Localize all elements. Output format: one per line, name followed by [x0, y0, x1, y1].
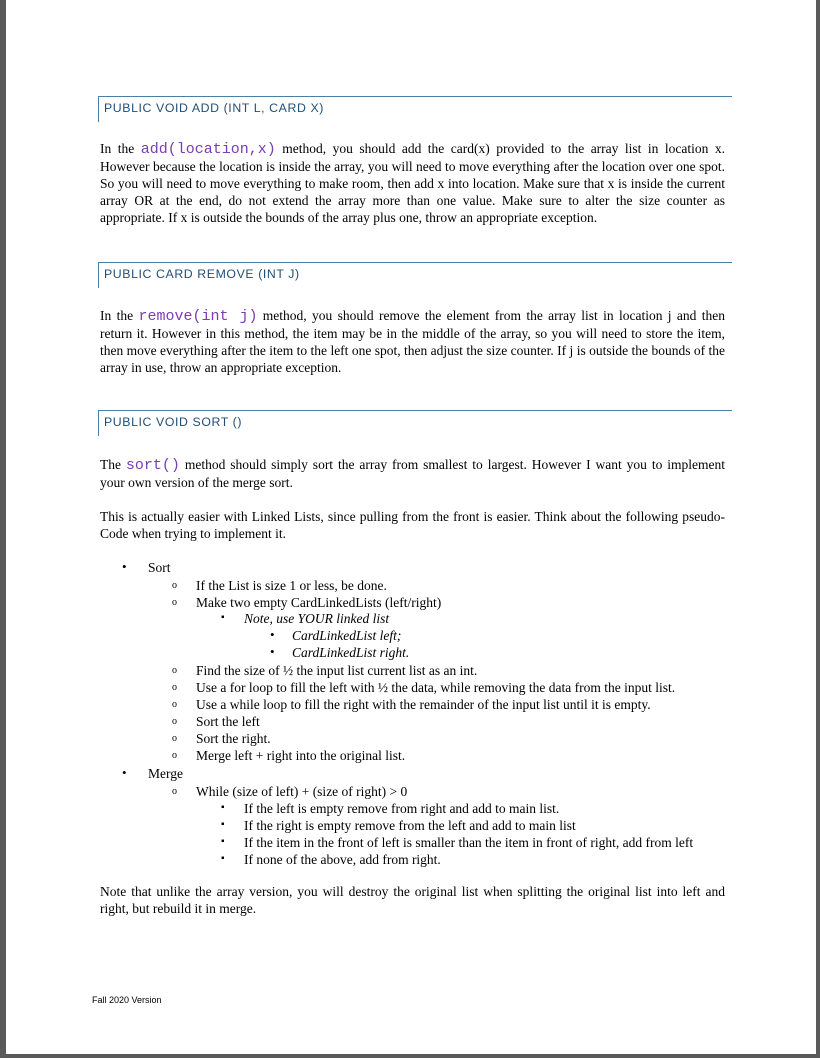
bullet-circle: o: [172, 682, 177, 693]
remove-code: remove(int j): [138, 308, 258, 325]
sort-step: Merge left + right into the original list.: [196, 748, 406, 763]
heading-text: PUBLIC VOID ADD (INT L, CARD X): [104, 101, 324, 115]
bullet-square: ▪: [221, 853, 225, 864]
bullet-circle: o: [172, 750, 177, 761]
add-code: add(location,x): [140, 141, 276, 158]
merge-step: If the left is empty remove from right and add to main list.: [244, 801, 560, 816]
merge-while: While (size of left) + (size of right) > 0: [196, 784, 408, 799]
section-heading-add: [98, 96, 732, 122]
bullet-circle: o: [172, 580, 177, 591]
bullet-circle: o: [172, 786, 177, 797]
document-page: [6, 0, 816, 1054]
outline-sort: Sort: [148, 560, 171, 575]
note-item: CardLinkedList right.: [292, 645, 410, 660]
heading-text: PUBLIC VOID SORT (): [104, 415, 243, 429]
sort-step: Use a while loop to fill the right with the remainder of the input list until it is empty.: [196, 697, 651, 712]
note-item: CardLinkedList left;: [292, 628, 402, 643]
bullet-circle: o: [172, 733, 177, 744]
bullet-disc: •: [122, 765, 127, 780]
sort-step: Find the size of ½ the input list current list as an int.: [196, 663, 478, 678]
bullet-circle: o: [172, 716, 177, 727]
add-paragraph: In the add(location,x) method, you should add the card(x) provided to the array list in location x. However because the location is inside the array, you will need to move everything after the location over one spot. So you will need to move everything to make room, then add x into location. Make sure that x is inside the current array OR at the end, do not extend the array more than one value. Make sure to alter the size counter as appropriate. If x is outside the bounds of the array plus one, throw an appropriate exception.: [100, 141, 725, 225]
merge-step: If none of the above, add from right.: [244, 852, 441, 867]
remove-paragraph: In the remove(int j) method, you should remove the element from the array list in location j and then return it. However in this method, the item may be in the middle of the array, so you will need to store the item, then move everything after the item to the left one spot, then adjust the size counter. If j is outside the bounds of the array in use, throw an appropriate exception.: [100, 308, 725, 375]
note-line: Note, use YOUR linked list: [244, 611, 390, 626]
sort-paragraph-2: This is actually easier with Linked Lists, since pulling from the front is easier. Think about the following pseudo-Code when trying to implement it.: [100, 509, 725, 541]
sort-code: sort(): [125, 457, 180, 474]
sort-step: Use a for loop to fill the left with ½ the data, while removing the data from the input list.: [196, 680, 676, 695]
bullet-disc: •: [122, 559, 127, 574]
sort-step: Make two empty CardLinkedLists (left/right): [196, 595, 442, 610]
bullet-disc: •: [270, 644, 275, 659]
merge-step: If the right is empty remove from the left and add to main list: [244, 818, 576, 833]
sort-step: Sort the left: [196, 714, 260, 729]
section-heading-remove: [98, 262, 732, 288]
outline-merge: Merge: [148, 766, 183, 781]
sort-paragraph: The sort() method should simply sort the array from smallest to largest. However I want you to implement your own version of the merge sort.: [100, 457, 725, 490]
heading-text: PUBLIC CARD REMOVE (INT J): [104, 267, 300, 281]
bullet-circle: o: [172, 665, 177, 676]
bullet-square: ▪: [221, 819, 225, 830]
bullet-square: ▪: [221, 836, 225, 847]
bullet-disc: •: [270, 627, 275, 642]
bullet-circle: o: [172, 699, 177, 710]
merge-step: If the item in the front of left is smaller than the item in front of right, add from left: [244, 835, 694, 850]
sort-step: If the List is size 1 or less, be done.: [196, 578, 387, 593]
bullet-square: ▪: [221, 802, 225, 813]
closing-paragraph: Note that unlike the array version, you will destroy the original list when splitting the original list into left and right, but rebuild it in merge.: [100, 884, 725, 916]
bullet-circle: o: [172, 597, 177, 608]
sort-step: Sort the right.: [196, 731, 271, 746]
section-heading-sort: [98, 410, 732, 436]
footer-version: Fall 2020 Version: [92, 995, 162, 1005]
bullet-square: ▪: [221, 612, 225, 623]
